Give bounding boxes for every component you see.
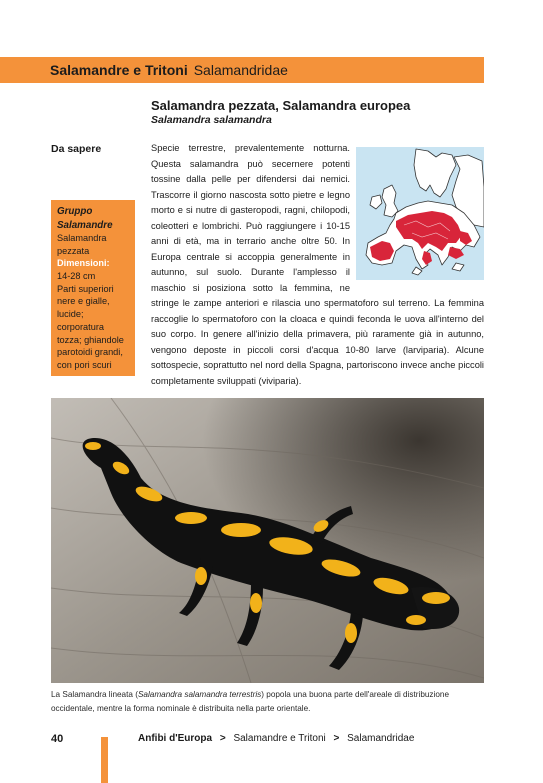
salamander-photo (51, 398, 484, 683)
info-box (51, 200, 135, 376)
photo-caption (51, 688, 491, 716)
distribution-map (356, 147, 484, 280)
species-heading (151, 98, 481, 126)
species-latin-name: Salamandra salamandra (151, 114, 272, 126)
breadcrumb (138, 733, 414, 744)
species-description: Parti superiori nere e gialle, lucide; corporatura tozza; ghiandole parotoidi grandi, con pori scuri (57, 283, 124, 370)
species-common-name: Salamandra pezzata, Salamandra europea (151, 98, 411, 113)
body-text (151, 141, 484, 389)
caption-text-before: La Salamandra lineata ( (51, 690, 138, 699)
section-title: Salamandre e Tritoni (50, 62, 188, 78)
breadcrumb-separator: > (219, 733, 226, 744)
section-family: Salamandridae (193, 62, 288, 78)
group-label: Gruppo Salamandre (57, 206, 113, 231)
breadcrumb-separator: > (333, 733, 340, 744)
section-header (0, 57, 484, 83)
body-paragraph: Specie terrestre, prevalentemente notturna. Questa salamandra può secernere potenti tossine dalla pelle per difendersi dai nemici. Trascorre il giorno nascosta sotto pietre e legno morto e si nutre di gasteropodi, ragni, chilopodi, coleotteri e lombrichi. Può raggiungere i 10-15 anni di età, ma in terrario anche oltre 50. In Europa centrale si accoppia generalmente in autunno, sul suolo. Durante l'amplesso il maschio si posiziona sotto la femmina, ne stringe le zampe anteriori e rilascia uno spermatoforo sul terreno. La femmina raccoglie lo spermatoforo con la cloaca e quindi feconda le uova all'interno del suo corpo. In genere all'inizio della primavera, più raramente già in autunno, vengono deposte in piccoli corsi d'acqua 10-80 larve (larviparia). Alcune sottospecie, soprattutto nel nord della Spagna, partoriscono invece anche piccoli completamente sviluppati (viviparia). (151, 143, 484, 386)
dimensions-label: Dimensioni: (57, 258, 110, 269)
caption-text-italic: Salamandra salamandra terrestris (137, 690, 262, 699)
breadcrumb-section: Salamandre e Tritoni (233, 733, 326, 744)
page-number: 40 (51, 733, 64, 745)
breadcrumb-family: Salamandridae (347, 733, 415, 744)
salamander-image (51, 398, 484, 683)
europe-map-image (356, 147, 484, 280)
group-species: Salamandra pezzata (57, 233, 107, 256)
caption-text-after: ) popola una buona parte dell'areale di distribuzione occidentale, mentre la forma nominale è distribuita nella parte orientale. (51, 690, 449, 713)
sidebar-heading: Da sapere (51, 143, 102, 155)
footer-accent-bar (101, 737, 108, 783)
breadcrumb-book: Anfibi d'Europa (138, 733, 213, 744)
dimensions-value: 14-28 cm (57, 271, 96, 282)
